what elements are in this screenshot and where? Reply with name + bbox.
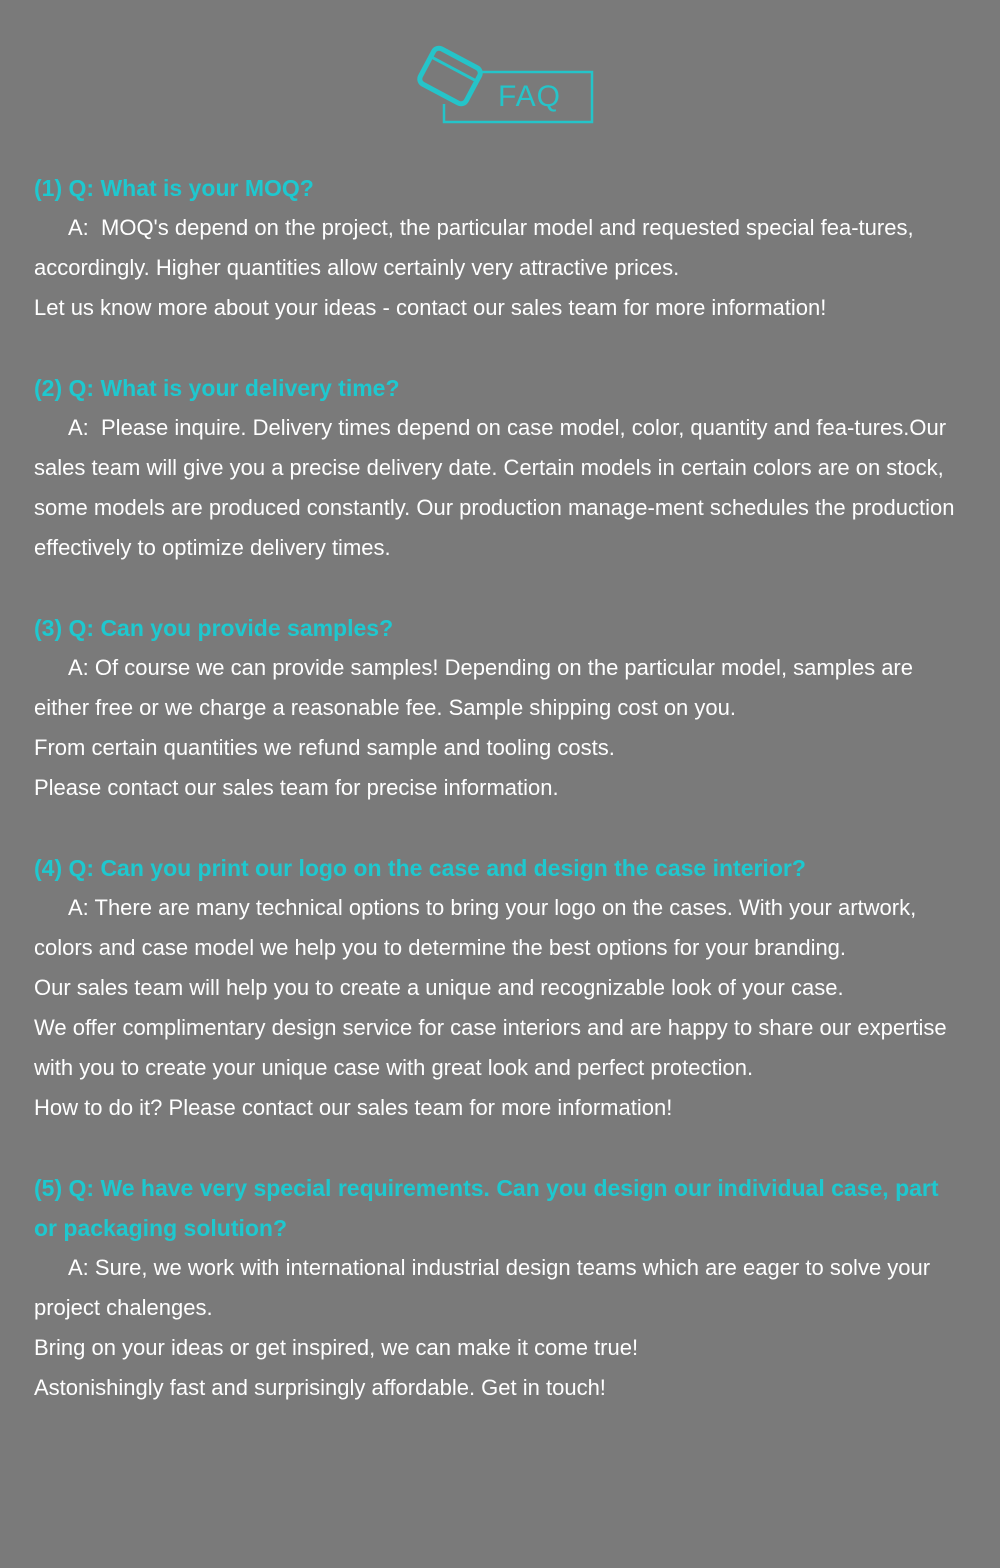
faq-question: (4) Q: Can you print our logo on the case and design the case interior? bbox=[34, 855, 806, 881]
faq-question: (1) Q: What is your MOQ? bbox=[34, 175, 314, 201]
faq-answer: A: Of course we can provide samples! Depending on the particular model, samples are either free or we charge a reasonable fee. Sample shipping cost on you. bbox=[34, 655, 920, 720]
faq-answer: A: There are many technical options to bring your logo on the cases. With your artwork, colors and case model we help you to determine the best options for your branding. bbox=[34, 895, 923, 960]
faq-answer: How to do it? Please contact our sales team for more information! bbox=[34, 1095, 673, 1120]
faq-question: (2) Q: What is your delivery time? bbox=[34, 375, 400, 401]
faq-answer: A: Please inquire. Delivery times depend on case model, color, quantity and fea-tures.Our sales team will give you a precise delivery date. Certain models in certain colors are on stock, some models are produced constantly. Our production manage-ment schedules the production effectively to optimize delivery times. bbox=[34, 415, 961, 560]
faq-answer: Let us know more about your ideas - contact our sales team for more information! bbox=[34, 295, 827, 320]
faq-answer: We offer complimentary design service for case interiors and are happy to share our expertise with you to create your unique case with great look and perfect protection. bbox=[34, 1015, 953, 1080]
faq-answer: From certain quantities we refund sample and tooling costs. bbox=[34, 735, 615, 760]
faq-answer: A: MOQ's depend on the project, the particular model and requested special fea-tures, accordingly. Higher quantities allow certainly very attractive prices. bbox=[34, 215, 920, 280]
faq-answer: Please contact our sales team for precise information. bbox=[34, 775, 559, 800]
faq-question: (5) Q: We have very special requirements. Can you design our individual case, part or packaging solution? bbox=[34, 1175, 939, 1241]
faq-answer: Our sales team will help you to create a unique and recognizable look of your case. bbox=[34, 975, 844, 1000]
faq-logo bbox=[412, 40, 602, 130]
faq-item-2 bbox=[34, 368, 964, 568]
faq-answer: A: Sure, we work with international industrial design teams which are eager to solve your project chalenges. bbox=[34, 1255, 937, 1320]
faq-answer: Astonishingly fast and surprisingly affordable. Get in touch! bbox=[34, 1375, 606, 1400]
faq-item-5 bbox=[34, 1168, 964, 1408]
faq-item-4 bbox=[34, 848, 964, 1128]
faq-item-3 bbox=[34, 608, 964, 808]
faq-question: (3) Q: Can you provide samples? bbox=[34, 615, 394, 641]
page-title: FAQ bbox=[498, 80, 562, 113]
faq-item-1 bbox=[34, 168, 964, 328]
faq-list bbox=[34, 168, 964, 1448]
faq-answer: Bring on your ideas or get inspired, we can make it come true! bbox=[34, 1335, 639, 1360]
